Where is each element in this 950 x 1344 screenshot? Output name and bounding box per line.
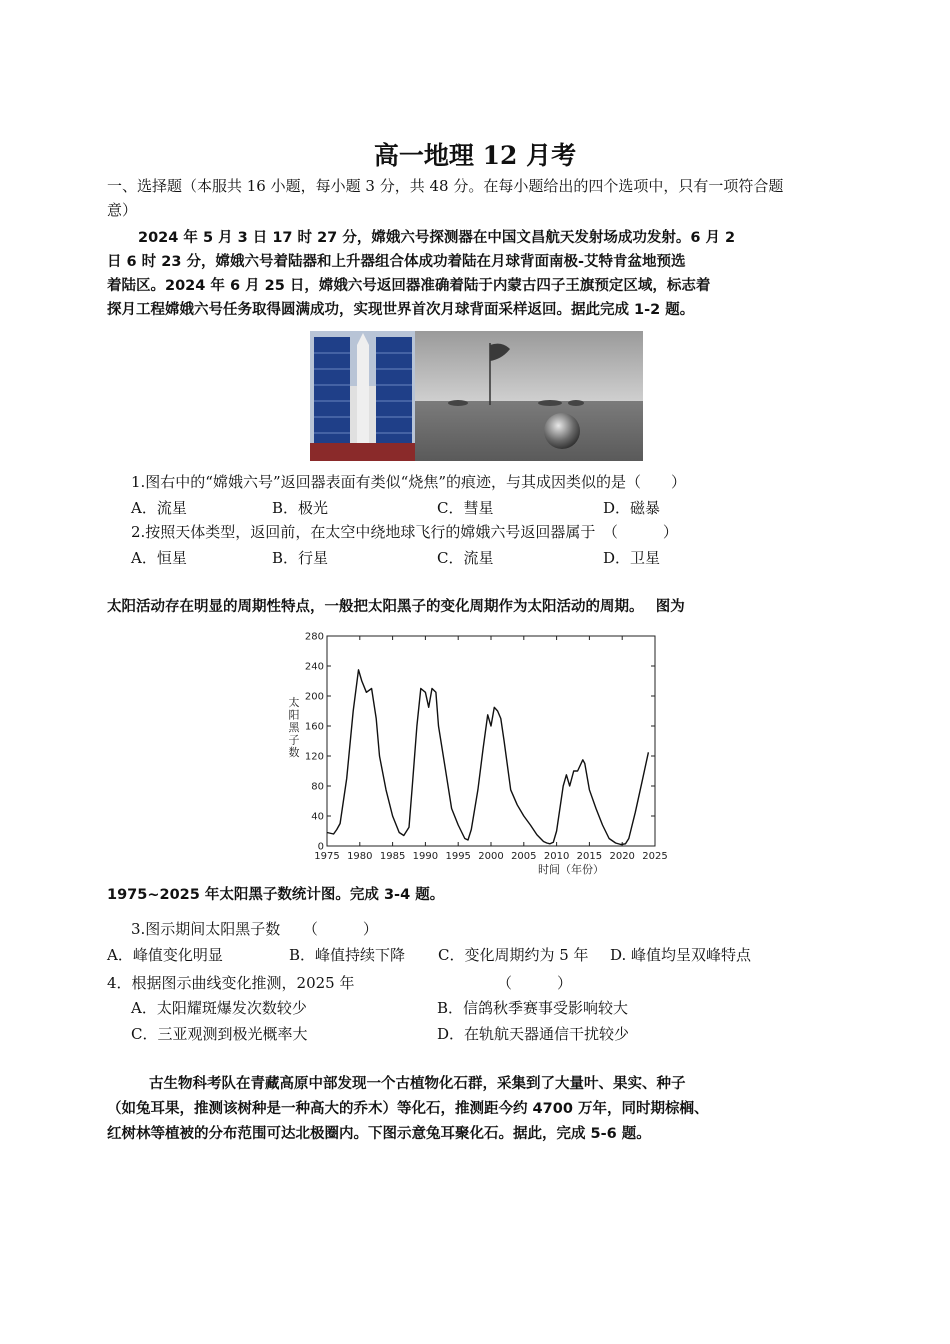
x-tick-label: 2025 <box>642 851 668 862</box>
question-3-option-d[interactable]: D. 峰值均呈双峰特点 <box>610 946 752 964</box>
y-tick-label: 160 <box>304 721 324 733</box>
y-tick-label: 120 <box>304 751 324 763</box>
question-1-option-a[interactable]: A．流星 <box>131 499 187 517</box>
passage3-line: （如兔耳果，推测该树种是一种高大的乔木）等化石，推测距今约 4700 万年，同时期棕榈、 <box>107 1101 709 1117</box>
x-tick-label: 2015 <box>576 851 603 862</box>
x-tick-label: 1990 <box>412 851 439 862</box>
question-3-option-a[interactable]: A．峰值变化明显 <box>107 946 223 964</box>
question-1-option-b[interactable]: B．极光 <box>272 499 329 517</box>
x-tick-label: 2010 <box>543 851 570 862</box>
passage1-line: 探月工程嫦娥六号任务取得圆满成功，实现世界首次月球背面采样返回。据此完成 1-2 题。 <box>107 302 695 318</box>
question-1-option-c[interactable]: C．彗星 <box>437 499 494 517</box>
section-heading: 一、选择题（本服共 16 小题，每小题 3 分，共 48 分。在每小题给出的四个选项中，只有一项符合题 <box>107 177 784 195</box>
passage1-line: 2024 年 5 月 3 日 17 时 27 分，嫦娥六号探测器在中国文昌航天发射场成功发射。6 月 2 <box>138 230 736 246</box>
section-heading-cont: 意） <box>107 201 138 219</box>
question-3-option-b[interactable]: B．峰值持续下降 <box>289 946 406 964</box>
y-axis-label: 太阳黑子数 <box>288 696 300 759</box>
x-tick-label: 1980 <box>347 851 373 862</box>
y-tick-label: 40 <box>311 811 324 823</box>
question-1-option-d[interactable]: D．磁暴 <box>603 499 661 517</box>
question-2-option-b[interactable]: B．行星 <box>272 549 329 567</box>
x-tick-label: 2020 <box>609 851 635 862</box>
passage1-line: 日 6 时 23 分，嫦娥六号着陆器和上升器组合体成功着陆在月球背面南极-艾特肯盆地预选 <box>107 254 686 270</box>
question-4-option-c[interactable]: C．三亚观测到极光概率大 <box>131 1025 308 1043</box>
y-tick-label: 200 <box>304 691 324 703</box>
question-1-stem: 1.图右中的“嫦娥六号”返回器表面有类似“烧焦”的痕迹，与其成因类似的是（ ） <box>131 473 686 491</box>
series-line <box>327 670 648 845</box>
question-3-stem: 3.图示期间太阳黑子数 （ ） <box>131 920 378 938</box>
passage1-line: 着陆区。2024 年 6 月 25 日，嫦娥六号返回器准确着陆于内蒙古四子王旗预定区域，标志着 <box>107 278 711 294</box>
x-tick-label: 2005 <box>511 851 537 862</box>
x-tick-label: 2000 <box>478 851 504 862</box>
passage2-line: 1975~2025 年太阳黑子数统计图。完成 3-4 题。 <box>107 887 445 903</box>
x-tick-label: 1985 <box>379 851 406 862</box>
x-tick-label: 1995 <box>445 851 471 862</box>
passage3-line: 红树林等植被的分布范围可达北极圈内。下图示意兔耳聚化石。据此，完成 5-6 题。 <box>107 1126 651 1142</box>
question-2-option-c[interactable]: C．流星 <box>437 549 494 567</box>
question-4-option-d[interactable]: D．在轨航天器通信干扰较少 <box>437 1025 630 1043</box>
passage2-line: 太阳活动存在明显的周期性特点，一般把太阳黑子的变化周期作为太阳活动的周期。 图为 <box>107 599 685 615</box>
y-tick-label: 0 <box>317 841 324 853</box>
rocket-and-capsule-image <box>310 331 643 461</box>
y-tick-label: 280 <box>304 631 324 643</box>
question-4-option-a[interactable]: A．太阳耀斑爆发次数较少 <box>131 999 307 1017</box>
change6-photo <box>310 331 643 461</box>
passage3-line: 古生物科考队在青藏高原中部发现一个古植物化石群，采集到了大量叶、果实、种子 <box>149 1076 686 1092</box>
sunspot-chart <box>280 628 670 880</box>
x-tick-label: 1975 <box>314 851 340 862</box>
page-title: 高一地理 12 月考 <box>373 141 577 170</box>
question-4-bracket: （ ） <box>497 974 573 992</box>
y-tick-label: 240 <box>304 661 324 673</box>
question-2-option-a[interactable]: A．恒星 <box>131 549 187 567</box>
question-3-option-c[interactable]: C．变化周期约为 5 年 <box>438 946 589 964</box>
question-2-stem: 2.按照天体类型，返回前，在太空中绕地球飞行的嫦娥六号返回器属于 （ ） <box>131 523 678 541</box>
question-2-option-d[interactable]: D．卫星 <box>603 549 661 567</box>
y-tick-label: 80 <box>311 781 324 793</box>
question-4-option-b[interactable]: B．信鸽秋季赛事受影响较大 <box>437 999 629 1017</box>
question-4-stem: 4．根据图示曲线变化推测，2025 年 <box>107 974 355 992</box>
x-axis-label: 时间（年份） <box>538 863 604 876</box>
plot-frame <box>327 636 655 846</box>
